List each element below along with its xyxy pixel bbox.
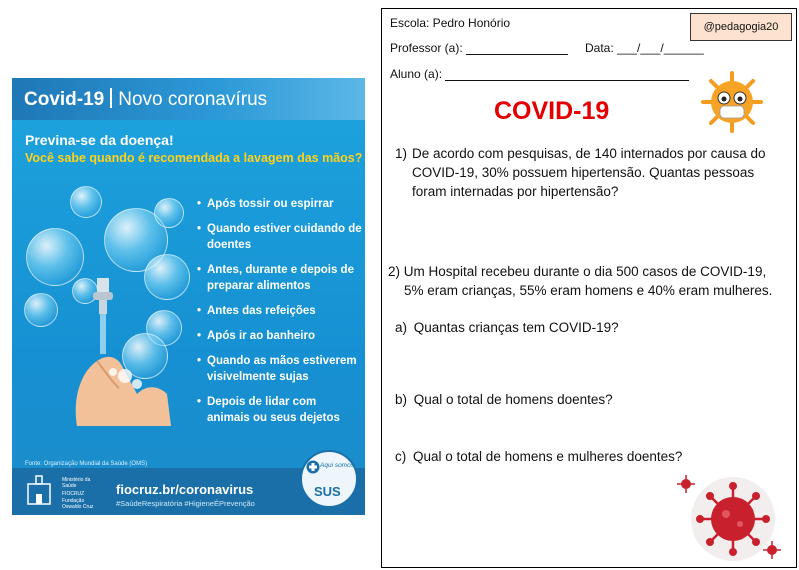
question-2-line2: 5% eram crianças, 55% eram homens e 40% eram mulheres. (404, 283, 773, 298)
question-2a-text: Quantas crianças tem COVID-19? (413, 320, 619, 335)
poster-url: fiocruz.br/coronavirus (116, 482, 254, 497)
list-item: • Antes, durante e depois de preparar alimentos (197, 262, 362, 294)
poster-heading: Previna-se da doença! (25, 132, 174, 148)
poster-source: Fonte: Organização Mundial da Saúde (OMS) (25, 461, 148, 467)
poster-title (24, 88, 267, 111)
sus-badge (300, 450, 358, 508)
question-2b (395, 390, 613, 409)
school-label: Escola: Pedro Honório (390, 16, 511, 30)
question-2-line1: 2) Um Hospital recebeu durante o dia 500 casos de COVID-19, (388, 264, 767, 279)
question-2b-number: b) (395, 392, 408, 407)
poster-title-bold: Covid-19 (24, 89, 105, 110)
question-2c-text: Qual o total de homens e mulheres doentes? (413, 449, 683, 464)
question-2c (395, 447, 682, 466)
date-field (585, 41, 704, 55)
student-label: Aluno (a): (390, 67, 443, 81)
fiocruz-building-icon (24, 474, 54, 506)
fiocruz-logo (24, 474, 102, 508)
question-2b-text: Qual o total de homens doentes? (413, 392, 613, 407)
health-cross-icon (306, 460, 320, 474)
poster-header (12, 78, 365, 120)
virus-mascot-icon (696, 67, 768, 137)
soap-bubble (24, 293, 58, 327)
question-1-text: De acordo com pesquisas, de 140 internados por causa do COVID-19, 30% possuem hipertensão. Quantas pessoas foram internadas por hipertensão? (412, 146, 766, 199)
poster-title-rest: Novo coronavírus (118, 89, 268, 110)
question-2 (388, 262, 793, 300)
list-item: • Após ir ao banheiro (197, 328, 362, 344)
teacher-label: Professor (a): (390, 41, 463, 55)
list-item: • Quando estiver cuidando de doentes (197, 221, 362, 253)
date-label: Data: (585, 41, 614, 55)
handwash-list (197, 196, 362, 435)
question-1 (395, 144, 790, 201)
fiocruz-label: FIOCRUZ (62, 491, 85, 497)
sus-main-text: SUS (314, 484, 341, 499)
worksheet (381, 8, 797, 568)
list-item: • Após tossir ou espirrar (197, 196, 362, 212)
list-item: • Quando as mãos estiverem visivelmente sujas (197, 353, 362, 385)
sus-small-text: Aqui somos (320, 462, 354, 469)
faucet-hands-icon (67, 276, 177, 436)
list-item: • Antes das refeições (197, 303, 362, 319)
student-blank[interactable] (445, 69, 689, 81)
teacher-field (390, 41, 568, 55)
question-2a-number: a) (395, 320, 408, 335)
list-item: • Depois de lidar com animais ou seus dejetos (197, 394, 362, 426)
question-2c-number: c) (395, 449, 407, 464)
red-virus-icon (668, 464, 793, 564)
poster-hashtags: #SaúdeRespiratória #HigieneÉPrevenção (116, 499, 255, 508)
student-field (390, 67, 689, 81)
question-2a (395, 318, 619, 337)
instagram-handle: @pedagogia20 (690, 13, 792, 41)
date-blank[interactable]: ___/___/______ (617, 41, 704, 55)
poster-question: Você sabe quando é recomendada a lavagem das mãos? (25, 151, 363, 165)
question-1-number: 1) (395, 146, 408, 161)
foundation-label: Fundação Oswaldo Cruz (62, 498, 94, 510)
covid-poster (12, 78, 365, 515)
worksheet-title: COVID-19 (494, 97, 610, 125)
soap-bubble (154, 198, 184, 228)
teacher-blank[interactable] (466, 43, 568, 55)
soap-bubble (70, 186, 102, 218)
ministry-label: Ministério da Saúde (62, 477, 91, 489)
